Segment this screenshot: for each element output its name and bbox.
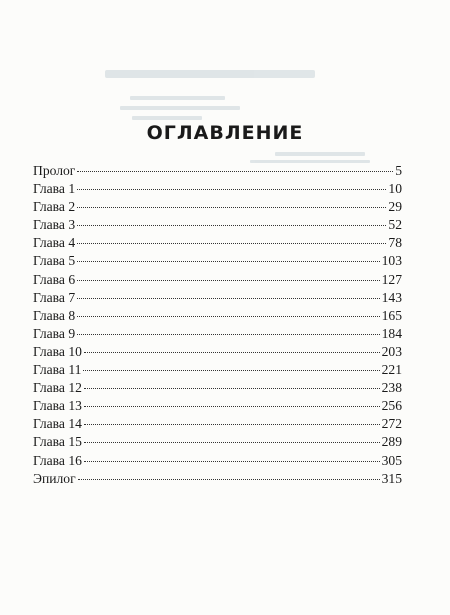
toc-entry [33, 234, 402, 252]
table-of-contents [33, 162, 402, 488]
dot-leader [84, 460, 380, 462]
dot-leader [84, 405, 380, 407]
toc-entry-page-number: 238 [381, 380, 402, 396]
toc-entry-page-number: 127 [381, 271, 402, 287]
toc-entry-label: Глава 16 [33, 452, 82, 468]
toc-entry-page-number: 305 [381, 452, 402, 468]
dot-leader [77, 224, 386, 226]
toc-entry-label: Глава 2 [33, 199, 76, 215]
toc-entry [33, 415, 402, 433]
toc-entry-page-number: 78 [388, 235, 402, 251]
dot-leader [84, 441, 380, 443]
toc-entry-page-number: 143 [381, 289, 402, 305]
toc-entry [33, 162, 402, 180]
dot-leader [77, 297, 379, 299]
toc-entry [33, 289, 402, 307]
toc-entry-label: Глава 14 [33, 416, 82, 432]
toc-entry [33, 343, 402, 361]
toc-entry [33, 252, 402, 270]
toc-entry-label: Глава 10 [33, 343, 82, 359]
dot-leader [84, 351, 380, 353]
dot-leader [77, 260, 379, 262]
toc-entry-page-number: 221 [381, 362, 402, 378]
toc-entry-label: Глава 8 [33, 307, 76, 323]
dot-leader [84, 423, 380, 425]
toc-entry-page-number: 52 [388, 217, 402, 233]
dot-leader [77, 333, 379, 335]
toc-entry [33, 216, 402, 234]
toc-entry-label: Глава 13 [33, 398, 82, 414]
toc-entry-page-number: 5 [395, 163, 402, 178]
toc-entry-label: Пролог [33, 163, 76, 178]
toc-entry-label: Глава 5 [33, 253, 76, 269]
toc-entry-label: Глава 6 [33, 271, 76, 287]
toc-entry [33, 198, 402, 216]
toc-entry [33, 180, 402, 198]
toc-entry [33, 470, 402, 488]
toc-entry-label: Глава 12 [33, 380, 82, 396]
toc-entry [33, 361, 402, 379]
toc-entry-label: Глава 9 [33, 325, 76, 341]
toc-entry [33, 325, 402, 343]
dot-leader [78, 478, 380, 480]
toc-entry-page-number: 103 [381, 253, 402, 269]
toc-entry [33, 271, 402, 289]
dot-leader [84, 387, 380, 389]
dot-leader [77, 315, 379, 317]
toc-entry [33, 379, 402, 397]
toc-entry-label: Глава 4 [33, 235, 76, 251]
dot-leader [83, 369, 379, 371]
toc-entry-page-number: 272 [381, 416, 402, 432]
toc-entry [33, 307, 402, 325]
toc-entry [33, 433, 402, 451]
dot-leader [77, 170, 393, 172]
toc-entry-page-number: 184 [381, 325, 402, 341]
toc-entry-page-number: 29 [388, 199, 402, 215]
toc-entry-label: Глава 3 [33, 217, 76, 233]
toc-entry-page-number: 315 [381, 470, 402, 486]
page-title: ОГЛАВЛЕНИЕ [146, 122, 304, 144]
dot-leader [77, 242, 386, 244]
dot-leader [77, 206, 386, 208]
toc-entry-label: Эпилог [33, 470, 76, 486]
show-through-texture [60, 56, 390, 176]
toc-entry-label: Глава 11 [33, 362, 82, 378]
toc-entry [33, 397, 402, 415]
dot-leader [77, 188, 386, 190]
toc-entry [33, 452, 402, 470]
toc-entry-page-number: 10 [388, 181, 402, 197]
toc-entry-label: Глава 1 [33, 181, 76, 197]
toc-entry-page-number: 289 [381, 434, 402, 450]
toc-entry-label: Глава 15 [33, 434, 82, 450]
toc-entry-page-number: 165 [381, 307, 402, 323]
toc-entry-page-number: 203 [381, 343, 402, 359]
toc-entry-label: Глава 7 [33, 289, 76, 305]
dot-leader [77, 279, 379, 281]
toc-entry-page-number: 256 [381, 398, 402, 414]
